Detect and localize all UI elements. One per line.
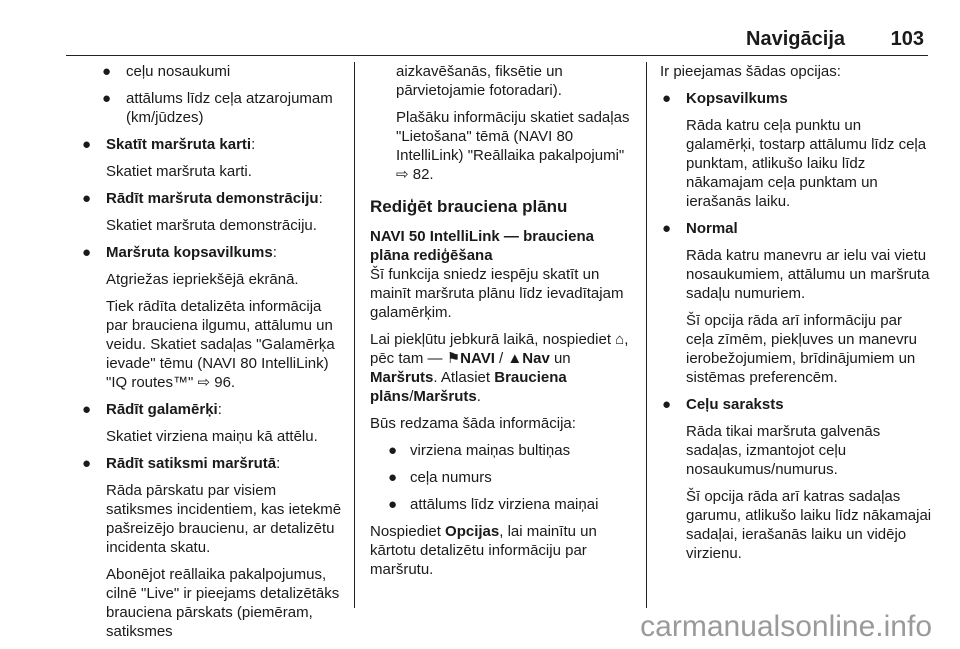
page-number: 103 <box>890 28 924 50</box>
column-divider-2 <box>646 62 647 608</box>
bullet-icon: ● <box>82 136 92 153</box>
bullet-icon: ● <box>662 396 672 413</box>
flag-icon: ⚑ <box>446 350 461 367</box>
bullet-icon: ● <box>662 220 672 237</box>
option-extra: Šī opcija rāda arī informāciju par ceļa zīmēm, piekļuves un manevru ierobežojumiem, brīdinājumiem un sistēmas preferencēm. <box>686 312 917 386</box>
watermark: carmanualsonline.info <box>640 610 932 643</box>
list-item: ● Rādīt satiksmi maršrutā: <box>82 455 281 472</box>
column-2 <box>370 62 636 587</box>
paragraph: Lai piekļūtu jebkurā laikā, nospiediet ⌂, pēc tam — ⚑NAVI / ▲Nav un Maršruts. Atlasiet Brauciena plāns/Maršruts. <box>370 331 629 405</box>
continued-text: Plašāku informāciju skatiet sadaļas "Lietošana" tēmā (NAVI 80 IntelliLink) "Reāllaika pakalpojumi" ⇨ 82. <box>396 109 630 183</box>
paragraph: Nospiediet Opcijas, lai mainītu un kārtotu detalizētu informāciju par maršrutu. <box>370 523 597 578</box>
home-icon: ⌂ <box>615 331 625 348</box>
list-item: ● virziena maiņas bultiņas <box>388 442 571 459</box>
list-item: ● Skatīt maršruta karti: <box>82 136 256 153</box>
navigation-arrow-icon: ▲ <box>507 350 523 367</box>
list-item: ● ceļa numurs <box>388 469 492 486</box>
paragraph: Būs redzama šāda informācija: <box>370 415 576 432</box>
option-desc: Skatiet maršruta demonstrāciju. <box>106 217 317 234</box>
option-extra: Šī opcija rāda arī katras sadaļas garumu, atlikušo laiku līdz nākamajai sadaļai, ierašanās laiku un vidējo virzienu. <box>686 488 932 562</box>
option-extra: Tiek rādīta detalizēta informācija par brauciena ilgumu, attālumu un veidu. Skatiet sadaļas "Galamērķa ievade" tēmu (NAVI 80 IntelliLink) "IQ routes™" ⇨ 96. <box>106 298 335 391</box>
option-label: Rādīt maršruta demonstrāciju <box>106 190 319 207</box>
bullet-icon: ● <box>388 442 398 459</box>
column-3 <box>660 62 932 571</box>
option-extra: Abonējot reāllaika pakalpojumus, cilnē "Live" ir pieejams detalizētāks brauciena pārskats (piemēram, satiksmes <box>106 566 340 640</box>
section-title: Navigācija <box>746 28 845 50</box>
continued-text: aizkavēšanās, fiksētie un pārvietojamie fotoradari). <box>396 63 563 99</box>
bullet-icon: ● <box>82 455 92 472</box>
option-label: Rādīt satiksmi maršrutā <box>106 455 277 472</box>
option-label: Kopsavilkums <box>686 90 788 107</box>
option-label: Rādīt galamērķi <box>106 401 218 418</box>
option-label: Skatīt maršruta karti <box>106 136 252 153</box>
option-label: Normal <box>686 220 738 237</box>
option-label: Maršruta kopsavilkums <box>106 244 273 261</box>
bullet-icon: ● <box>388 469 398 486</box>
subheading: NAVI 50 IntelliLink — brauciena plāna rediģēšana <box>370 228 594 264</box>
bullet-icon: ● <box>82 190 92 207</box>
page-header <box>0 0 960 60</box>
list-item: ● attālums līdz ceļa atzarojumam (km/jūdzes) <box>102 90 333 126</box>
list-item: ● Maršruta kopsavilkums: <box>82 244 277 261</box>
list-item: ● attālums līdz virziena maiņai <box>388 496 599 513</box>
list-item <box>660 219 932 238</box>
bullet-icon: ● <box>388 496 398 513</box>
column-1 <box>80 62 344 649</box>
bullet-icon: ● <box>662 90 672 107</box>
option-desc: Skatiet virziena maiņu kā attēlu. <box>106 428 318 445</box>
option-desc: Atgriežas iepriekšējā ekrānā. <box>106 271 299 288</box>
bullet-icon: ● <box>82 401 92 418</box>
list-item: ● Rādīt maršruta demonstrāciju: <box>82 190 323 207</box>
list-item: ● Rādīt galamērķi: <box>82 401 222 418</box>
bullet-icon: ● <box>102 63 112 80</box>
option-desc: Rāda tikai maršruta galvenās sadaļas, izmantojot ceļu nosaukumus/numurus. <box>686 423 881 478</box>
column-divider-1 <box>354 62 355 608</box>
paragraph: Šī funkcija sniedz iespēju skatīt un mainīt maršruta plānu līdz ievadītajam galamērķim. <box>370 266 624 321</box>
option-desc: Skatiet maršruta karti. <box>106 163 252 180</box>
option-desc: Rāda katru ceļa punktu un galamērķi, tostarp attālumu līdz ceļa punktam, atlikušo laiku līdz nākamajam ceļa punktam un ierašanās laiku. <box>686 117 927 210</box>
bullet-icon: ● <box>102 90 112 107</box>
list-item <box>660 395 932 414</box>
option-desc: Rāda katru manevru ar ielu vai vietu nosaukumiem, attālumu un maršruta sadaļu numuriem. <box>686 247 930 302</box>
option-label: Ceļu saraksts <box>686 396 784 413</box>
section-heading: Rediģēt brauciena plānu <box>370 197 568 216</box>
option-desc: Rāda pārskatu par visiem satiksmes incidentiem, kas ietekmē pašreizējo braucienu, ar detalizētu incidenta skatu. <box>106 482 342 556</box>
list-item: ● ceļu nosaukumi <box>102 63 231 80</box>
bullet-icon: ● <box>82 244 92 261</box>
paragraph: Ir pieejamas šādas opcijas: <box>660 63 841 80</box>
list-item <box>660 89 932 108</box>
header-rule <box>66 55 928 56</box>
